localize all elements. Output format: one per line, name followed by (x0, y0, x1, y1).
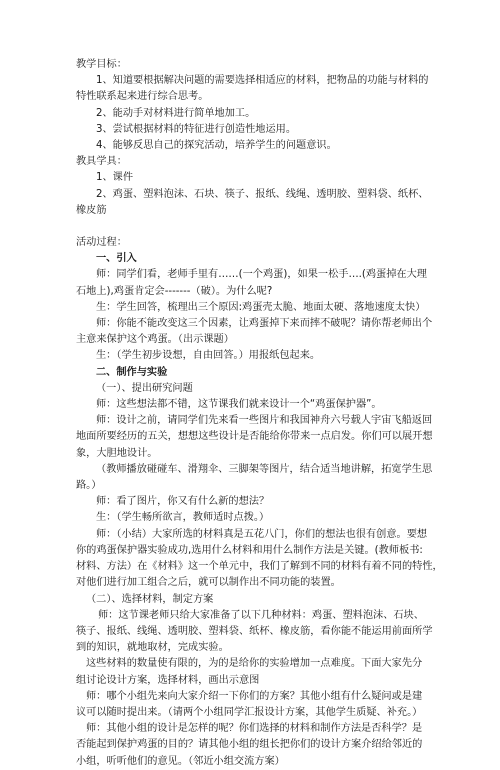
section-heading: 二、制作与实验 (96, 366, 168, 378)
text-line: 师：（小结）大家所选的材料真是五花八门，你们的想法也很有创意。要想 (96, 528, 428, 540)
text-line: 特性联系起来进行综合思考。 (76, 91, 209, 103)
text-line: （一）、提出研究问题 (96, 382, 193, 394)
text-line: 3、尝试根据材料的特征进行创造性地运用。 (96, 123, 297, 135)
text-line: 师：看了图片，你又有什么新的想法？ (96, 496, 270, 508)
paragraph-gap (76, 219, 472, 235)
text-line: 你的鸡蛋保护器实验成功,选用什么材料和用什么制作方法是关键。(教师板书: (76, 544, 423, 556)
text-line: 生：学生回答，梳理出三个原因:鸡蛋壳太脆、地面太硬、落地速度太快） (96, 301, 426, 313)
text-line: 这些材料的数量使有限的，为的是给你的实验增加一点难度。下面大家先分 (86, 658, 423, 670)
text-line: 4、能够反思自己的探究活动，培养学生的问题意识。 (96, 140, 337, 152)
text-line: 石地上),鸡蛋肯定会-------（破）。为什么呢? (76, 285, 273, 297)
text-line: 教具学具： (76, 156, 127, 168)
text-line: 师：同学们看，老师手里有……(一个鸡蛋)，如果一松手….(鸡蛋掉在大理 (96, 269, 427, 281)
text-line: 路。） (76, 480, 102, 492)
text-line: 地面所要经历的五关，想想这些设计是否能给你带来一点启发。你们可以展开想 (76, 431, 433, 443)
text-line: 象，大胆地设计。 (76, 447, 158, 459)
text-line: 1、知道要根据解决问题的需要选择相适应的材料，把物品的功能与材料的 (96, 75, 429, 87)
text-line: 2、鸡蛋、塑料泡沫、石块、筷子、报纸、线绳、透明胶、塑料袋、纸杯、 (96, 188, 429, 200)
text-line: 生：（学生初步设想，自由回答。）用报纸包起来。 (96, 350, 321, 362)
text-line: 否能起到保护鸡蛋的目的？请其他小组的组长把你们的设计方案介绍给邻近的 (76, 739, 423, 751)
text-line: 师：这节课老师只给大家准备了以下几种材料：鸡蛋、塑料泡沫、石块、 (98, 609, 424, 621)
text-line: 材料、方法）在《材料》这一个单元中，我们了解到不同的材料有着不同的特性， (76, 561, 443, 573)
text-line: 师：你能不能改变这三个因素，让鸡蛋掉下来而摔不破呢？请你帮老师出个 (96, 318, 433, 330)
text-line: 师：其他小组的设计是怎样的呢？你们选择的材料和制作方法是否科学？是 (86, 723, 423, 735)
text-line: 活动过程： (76, 237, 127, 249)
text-line: 到的知识，就地取材，完成实验。 (76, 642, 229, 654)
text-line: 议可以随时提出来。（请两个小组同学汇报设计方案，其他学生质疑、补充。） (76, 706, 423, 718)
section-heading: 一、引入 (96, 253, 137, 265)
text-line: 生：（学生畅所欲言，教师适时点拨。） (96, 512, 270, 524)
text-line: 师：哪个小组先来向大家介绍一下你们的方案？其他小组有什么疑问或是建 (86, 690, 423, 702)
text-line: （二）、选择材料，制定方案 (86, 593, 214, 605)
text-line: 1、课件 (96, 172, 134, 184)
text-line: 小组，听听他们的意见。（邻近小组交流方案） (76, 755, 285, 767)
text-line: 师：这些想法都不错，这节课我们就来设计一个“鸡蛋保护器”。 (96, 399, 382, 411)
text-line: （教师播放碰碰车、滑翔伞、三脚架等图片，结合适当地讲解，拓宽学生思 (96, 463, 433, 475)
text-line: 教学目标： (76, 59, 127, 70)
text-line: 橡皮筋 (76, 204, 107, 216)
text-line: 2、能动手对材料进行简单地加工。 (96, 107, 256, 119)
text-line: 对他们进行加工组合之后，就可以制作出不同功能的装置。 (76, 577, 341, 589)
text-line: 组讨论设计方案，选择材料，画出示意图 (76, 674, 260, 686)
text-line: 主意来保护这个鸡蛋。（出示课题） (76, 334, 234, 346)
text-line: 师：设计之前，请同学们先来看一些图片和我国神舟六号载人宇宙飞船返回 (96, 415, 433, 427)
text-line: 筷子、报纸、线绳、透明胶、塑料袋、纸杯、橡皮筋，看你能不能运用前面所学 (76, 625, 433, 637)
